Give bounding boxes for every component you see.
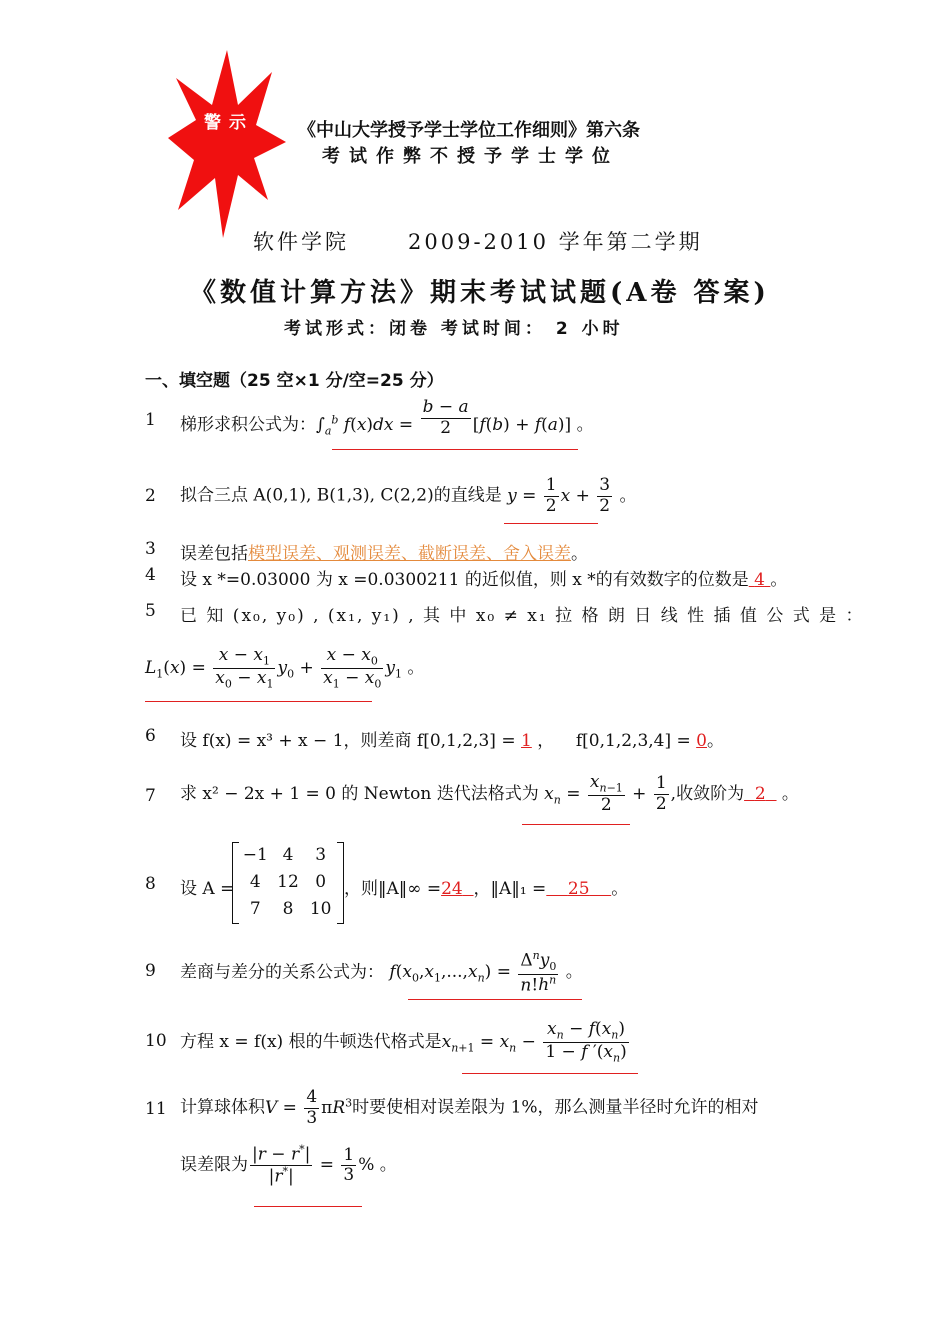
q1-number: 1 xyxy=(145,410,156,430)
q9-text xyxy=(180,950,583,996)
warning-line-2: 考试作弊不授予学士学位 xyxy=(322,146,619,167)
q6-label-2: f[0,1,2,3,4] = xyxy=(575,731,691,751)
q6-text: 设 f(x) = x³ + x − 1，则差商 f[0,1,2,3] = 1 ， f[0,1,2,3,4] = 0。 xyxy=(180,731,724,751)
q8-answer-2 xyxy=(546,879,611,899)
q9-answer-underline xyxy=(408,999,582,1000)
matrix-row xyxy=(233,869,343,896)
q7-label-2: ,收敛阶为 xyxy=(670,783,745,804)
matrix-cell: 10 xyxy=(309,899,332,919)
q4-answer-value: 4 xyxy=(754,570,765,590)
exam-title: 《数值计算方法》期末考试试题(A卷 答案) xyxy=(190,278,770,308)
matrix-cell: 4 xyxy=(282,845,294,865)
q8-answer-1 xyxy=(441,879,473,899)
q7-answer xyxy=(744,784,776,804)
q7-answer-underline xyxy=(522,824,630,825)
q11-answer-underline xyxy=(254,1206,362,1207)
q8-answer-1-value: 24 xyxy=(441,879,463,899)
q10-answer-underline xyxy=(462,1073,638,1074)
warning-star-icon xyxy=(168,50,286,238)
q11-label-3: 误差限为 xyxy=(180,1155,248,1176)
q8-answer-2-value: 25 xyxy=(567,879,590,899)
matrix-cell: 4 xyxy=(249,872,261,892)
matrix-cell: 0 xyxy=(315,872,327,892)
q8-number: 8 xyxy=(145,874,156,894)
q3-label: 误差包括 xyxy=(180,544,248,564)
q8-matrix xyxy=(232,842,344,924)
q6-answer-1: 1 xyxy=(521,731,532,751)
q5-text: 已 知 (x₀, y₀) , (x₁, y₁) , 其 中 x₀ ≠ x₁ 拉 格 朗 日 线 性 插 值 公 式 是 ： xyxy=(180,606,865,626)
matrix-row xyxy=(233,896,343,923)
q9-number: 9 xyxy=(145,961,156,981)
q9-formula: $f(x_0,x_1,...,x_n)$ = $\frac{\Delta^ny_0}{n!h^n}$ 。 xyxy=(389,949,583,996)
q10-label: 方程 x = f(x) 根的牛顿迭代格式是 xyxy=(180,1032,442,1053)
q3-number: 3 xyxy=(145,539,156,559)
q11-number: 11 xyxy=(145,1099,167,1119)
q1-label: 梯形求积公式为： xyxy=(180,415,316,435)
q11-formula: V = $\frac{4}{3}$ $\pi R^3$ xyxy=(265,1087,353,1128)
q4-text: 设 x *=0.03000 为 x =0.0300211 的近似值，则 x *的有效数字的位数是 4 。 xyxy=(180,570,788,590)
q9-label: 差商与差分的关系公式为： xyxy=(180,962,384,983)
q7-label: 求 x² − 2x + 1 = 0 的 Newton 迭代法格式为 xyxy=(180,783,539,804)
q1-answer-underline xyxy=(332,449,578,450)
matrix-cell: 7 xyxy=(249,899,261,919)
q7-answer-value: 2 xyxy=(754,783,766,804)
q2-text xyxy=(180,476,637,516)
q11-label: 计算球体积 xyxy=(180,1097,265,1118)
q2-label: 拟合三点 A(0,1), B(1,3), C(2,2)的直线是 xyxy=(180,485,502,506)
q10-text xyxy=(180,1020,631,1065)
matrix-cell: 3 xyxy=(315,845,327,865)
q3-text: 误差包括模型误差、观测误差、截断误差、舍入误差。 xyxy=(180,544,588,564)
section-title: 一、填空题（25 空×1 分/空=25 分） xyxy=(145,371,444,391)
school-name: 软件学院 xyxy=(253,230,349,254)
q7-text: 求 x² − 2x + 1 = 0 的 Newton 迭代法格式为 $x_n$ = $\frac{x_{n-1}}{2}$ + $\frac{1}{2}$ ,收敛阶为 2 。 xyxy=(180,772,799,816)
q11-text xyxy=(180,1088,759,1128)
matrix-cell: 12 xyxy=(277,872,299,892)
q11-text-2 xyxy=(180,1144,397,1187)
warning-line-1: 《中山大学授予学士学位工作细则》第六条 xyxy=(298,120,640,141)
q10-formula: $x_{n+1} = x_n$ − $\frac{x_n - f(x_n)}{1 - f '(x_n)}$ xyxy=(441,1019,627,1065)
q6-answer-2: 0 xyxy=(696,731,707,751)
q5-formula: $L_1(x)$ = $\frac{x - x_1}{x_0 - x_1}$ $y_0$ + $\frac{x - x_0}{x_1 - x_0}$ $y_1$ 。 xyxy=(145,645,425,691)
q11-label-2: 时要使相对误差限为 1%，那么测量半径时允许的相对 xyxy=(352,1097,759,1118)
warning-badge: 警示 xyxy=(204,113,254,133)
matrix-row xyxy=(233,842,343,869)
q8-label-2: ，则‖A‖∞ = xyxy=(344,879,442,899)
q2-formula: y = $\frac{1}{2}$ x + $\frac{3}{2}$ 。 xyxy=(507,475,637,516)
q11-formula-2: $\frac{|r - r^*|}{|r^*|}$ = $\frac{1}{3}$ % 。 xyxy=(252,1143,397,1187)
exam-meta: 考试形式：闭卷 考试时间： 2 小时 xyxy=(284,319,624,339)
q8-label-3: ，‖A‖₁ = xyxy=(473,879,547,899)
q2-number: 2 xyxy=(145,486,156,506)
q5-number: 5 xyxy=(145,601,156,621)
q10-number: 10 xyxy=(145,1031,167,1051)
matrix-cell: 8 xyxy=(282,899,294,919)
q5-answer-underline xyxy=(145,701,372,702)
q1-formula: $\int_a^b$ f(x)dx = $\frac{b - a}{2}$ [f(b) + f(a)] 。 xyxy=(316,397,594,438)
q6-label: 设 f(x) = x³ + x − 1，则差商 f[0,1,2,3] = xyxy=(180,731,516,751)
q4-answer xyxy=(749,570,771,590)
q4-number: 4 xyxy=(145,565,156,585)
q4-label: 设 x *=0.03000 为 x =0.0300211 的近似值，则 x *的有效数字的位数是 xyxy=(180,570,749,590)
q6-number: 6 xyxy=(145,726,156,746)
matrix-cell: −1 xyxy=(242,845,268,865)
q7-formula: $x_n$ = $\frac{x_{n-1}}{2}$ + $\frac{1}{2}$ xyxy=(544,772,667,816)
q8-answers: ，则‖A‖∞ =24 ，‖A‖₁ = 25 。 xyxy=(344,879,629,899)
term: 2009-2010 学年第二学期 xyxy=(408,230,703,254)
q7-number: 7 xyxy=(145,786,156,806)
q8-label: 设 A = xyxy=(180,879,235,899)
q2-answer-underline xyxy=(504,523,598,524)
q3-answer: 模型误差、观测误差、截断误差、舍入误差 xyxy=(248,544,571,564)
q1-text xyxy=(180,397,594,439)
